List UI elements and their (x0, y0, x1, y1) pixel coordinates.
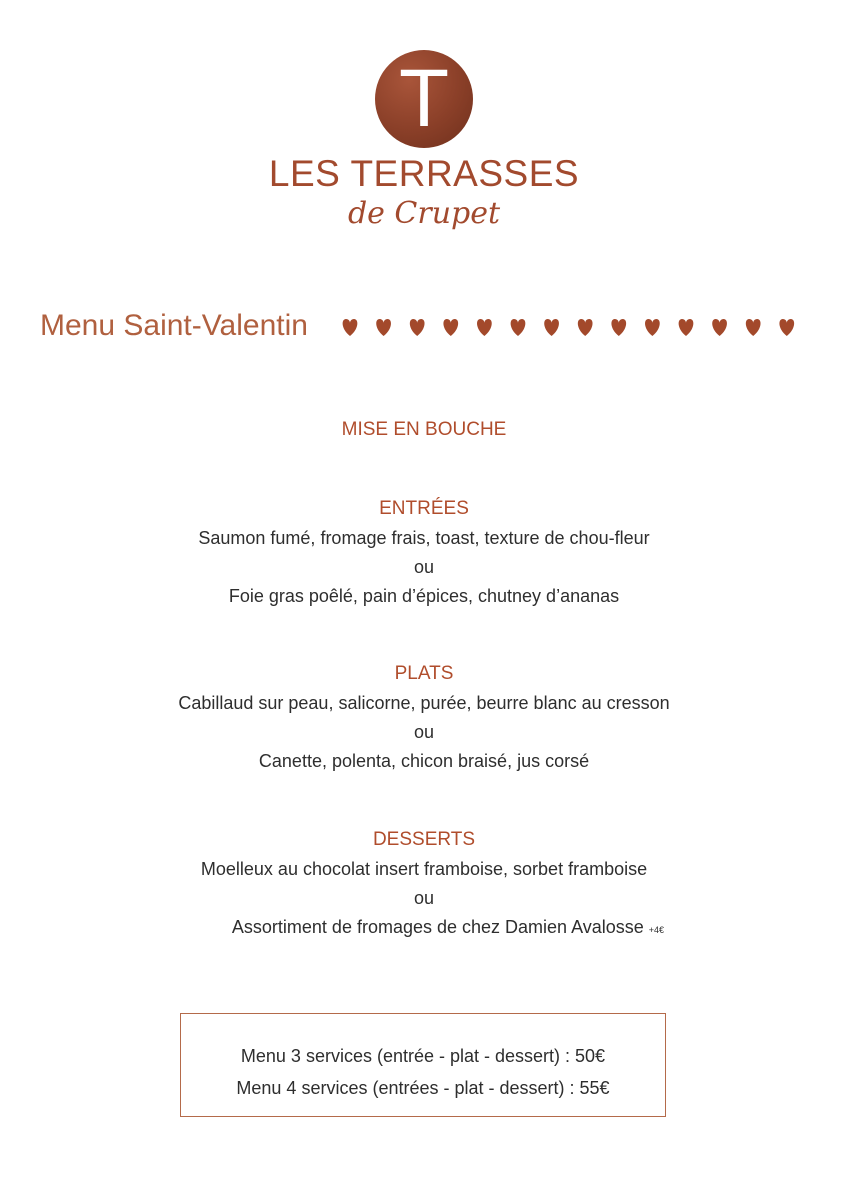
heart-icon (511, 319, 526, 336)
restaurant-subtitle: de Crupet (347, 196, 501, 231)
heart-icon (544, 319, 559, 336)
dish-line: Foie gras poêlé, pain d’épices, chutney d’ananas (228, 586, 620, 606)
logo-emblem (375, 50, 473, 148)
menu-title: Menu Saint-Valentin (40, 309, 308, 342)
hearts-decoration (340, 316, 810, 340)
dish-line: Moelleux au chocolat insert framboise, sorbet framboise (200, 859, 648, 879)
section-title: PLATS (394, 663, 454, 684)
heart-icon (679, 319, 694, 336)
dish-line: Cabillaud sur peau, salicorne, purée, beurre blanc au cresson (178, 693, 670, 713)
heart-icon (779, 319, 794, 336)
heart-icon (611, 319, 626, 336)
section-title: DESSERTS (372, 829, 476, 850)
heart-icon (343, 319, 358, 336)
logo (0, 50, 848, 234)
or-separator: ou (413, 888, 435, 908)
hearts-row (340, 316, 810, 340)
section-entrees (0, 497, 848, 611)
heart-icon (376, 319, 391, 336)
surcharge-note: +4€ (648, 925, 665, 935)
heart-icon (645, 319, 660, 336)
dish-line-with-surcharge (0, 913, 848, 945)
logo-letter: T (398, 53, 450, 144)
heart-icon (410, 319, 425, 336)
section-title: MISE EN BOUCHE (341, 419, 507, 440)
or-separator: ou (413, 722, 435, 742)
dish-line: Saumon fumé, fromage frais, toast, texture de chou-fleur (198, 528, 650, 548)
heart-icon (746, 319, 761, 336)
price-box (180, 1013, 666, 1117)
dish-line: Canette, polenta, chicon braisé, jus corsé (258, 751, 590, 771)
price-line-3-services: Menu 3 services (entrée - plat - dessert) : 50€ (240, 1046, 606, 1066)
restaurant-name: LES TERRASSES (268, 153, 580, 194)
heart-icon (578, 319, 593, 336)
heart-icon (712, 319, 727, 336)
heart-icon (443, 319, 458, 336)
dish-text: Assortiment de fromages de chez Damien Avalosse (231, 917, 644, 937)
section-mise-en-bouche (0, 418, 848, 442)
or-separator: ou (413, 557, 435, 577)
section-title: ENTRÉES (379, 498, 469, 519)
heart-icon (477, 319, 492, 336)
price-line-4-services: Menu 4 services (entrées - plat - dessert) : 55€ (236, 1078, 610, 1098)
section-desserts (0, 828, 848, 945)
section-plats (0, 662, 848, 776)
